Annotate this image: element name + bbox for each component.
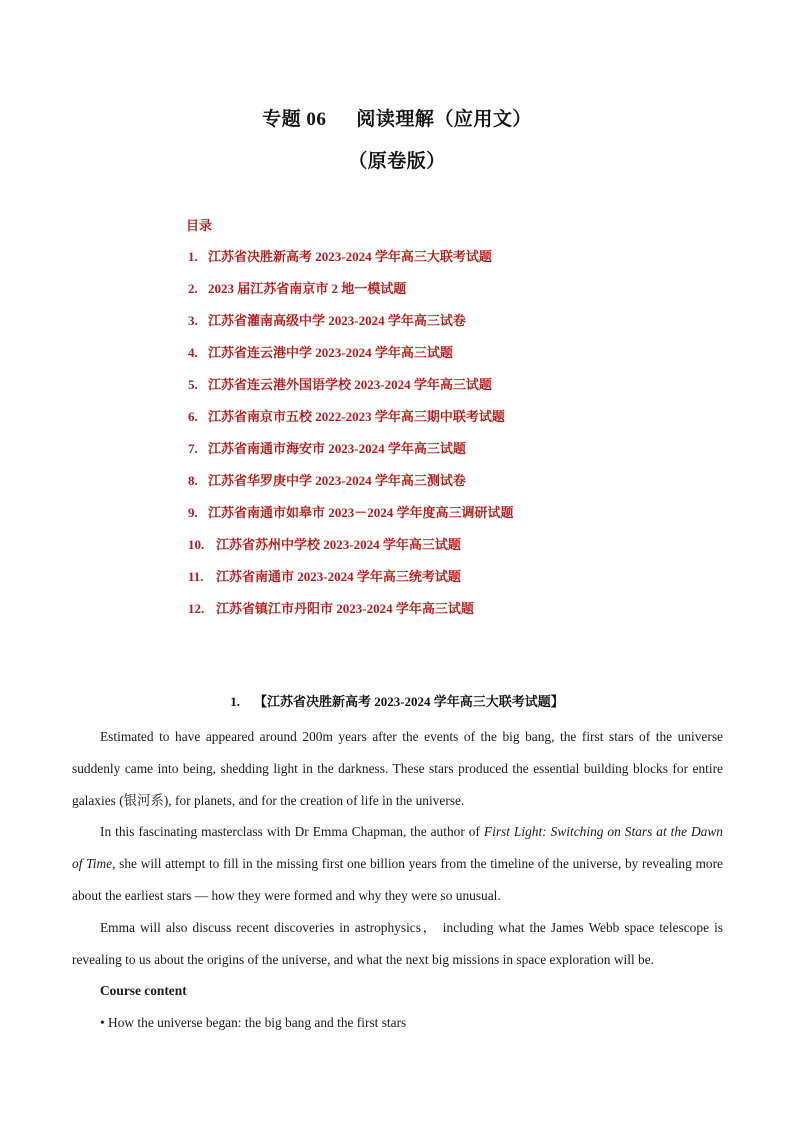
toc-heading: 目录 bbox=[186, 218, 213, 233]
table-of-contents bbox=[188, 246, 514, 630]
section-number: 1. bbox=[230, 694, 240, 709]
toc-item[interactable]: 2. 2023 届江苏省南京市 2 地一模试题 bbox=[188, 281, 407, 296]
toc-item[interactable]: 8. 江苏省华罗庚中学 2023-2024 学年高三测试卷 bbox=[188, 473, 466, 488]
toc-item[interactable]: 11. 江苏省南通市 2023-2024 学年高三统考试题 bbox=[188, 569, 461, 584]
toc-item[interactable]: 6. 江苏省南京市五校 2022-2023 学年高三期中联考试题 bbox=[188, 409, 505, 424]
page-subtitle: （原卷版） bbox=[348, 151, 446, 172]
title-prefix: 专题 06 bbox=[262, 109, 327, 130]
course-content-heading: Course content bbox=[100, 983, 187, 999]
toc-item[interactable]: 5. 江苏省连云港外国语学校 2023-2024 学年高三试题 bbox=[188, 377, 492, 392]
paragraph: In this fascinating masterclass with Dr Emma Chapman, the author of First Light: Switching on Stars at the Dawn of Time, she will attempt to fill in the missing first one billion years from the timeline of the universe, by revealing more about the earliest stars — how they were formed and why they were so unusual. bbox=[72, 824, 723, 903]
toc-item[interactable]: 9. 江苏省南通市如皋市 2023－2024 学年度高三调研试题 bbox=[188, 505, 514, 520]
bullet-item: • How the universe began: the big bang and the first stars bbox=[100, 1015, 407, 1031]
title-main: 阅读理解（应用文） bbox=[356, 109, 532, 130]
toc-item[interactable]: 10. 江苏省苏州中学校 2023-2024 学年高三试题 bbox=[188, 537, 461, 552]
toc-item[interactable]: 3. 江苏省灌南高级中学 2023-2024 学年高三试卷 bbox=[188, 313, 466, 328]
page-title bbox=[0, 104, 794, 131]
paragraph: Emma will also discuss recent discoveries in astrophysics， including what the James Webb space telescope is revealing to us about the origins of the universe, and what the next big missions in space exploration will be. bbox=[72, 919, 723, 967]
toc-item[interactable]: 4. 江苏省连云港中学 2023-2024 学年高三试题 bbox=[188, 345, 453, 360]
paragraph: Estimated to have appeared around 200m years after the events of the big bang, the first stars of the universe suddenly came into being, shedding light in the darkness. These stars produced the essential building blocks for entire galaxies (银河系), for planets, and for the creation of life in the universe. bbox=[72, 729, 723, 808]
section-title: 【江苏省决胜新高考 2023-2024 学年高三大联考试题】 bbox=[253, 694, 564, 709]
toc-item[interactable]: 1. 江苏省决胜新高考 2023-2024 学年高三大联考试题 bbox=[188, 249, 492, 264]
book-title: First Light: Switching on Stars at the Dawn of Time bbox=[72, 824, 723, 872]
toc-item[interactable]: 7. 江苏省南通市海安市 2023-2024 学年高三试题 bbox=[188, 441, 466, 456]
passage-body bbox=[72, 721, 723, 1039]
toc-item[interactable]: 12. 江苏省镇江市丹阳市 2023-2024 学年高三试题 bbox=[188, 601, 474, 616]
section-heading bbox=[0, 691, 794, 710]
